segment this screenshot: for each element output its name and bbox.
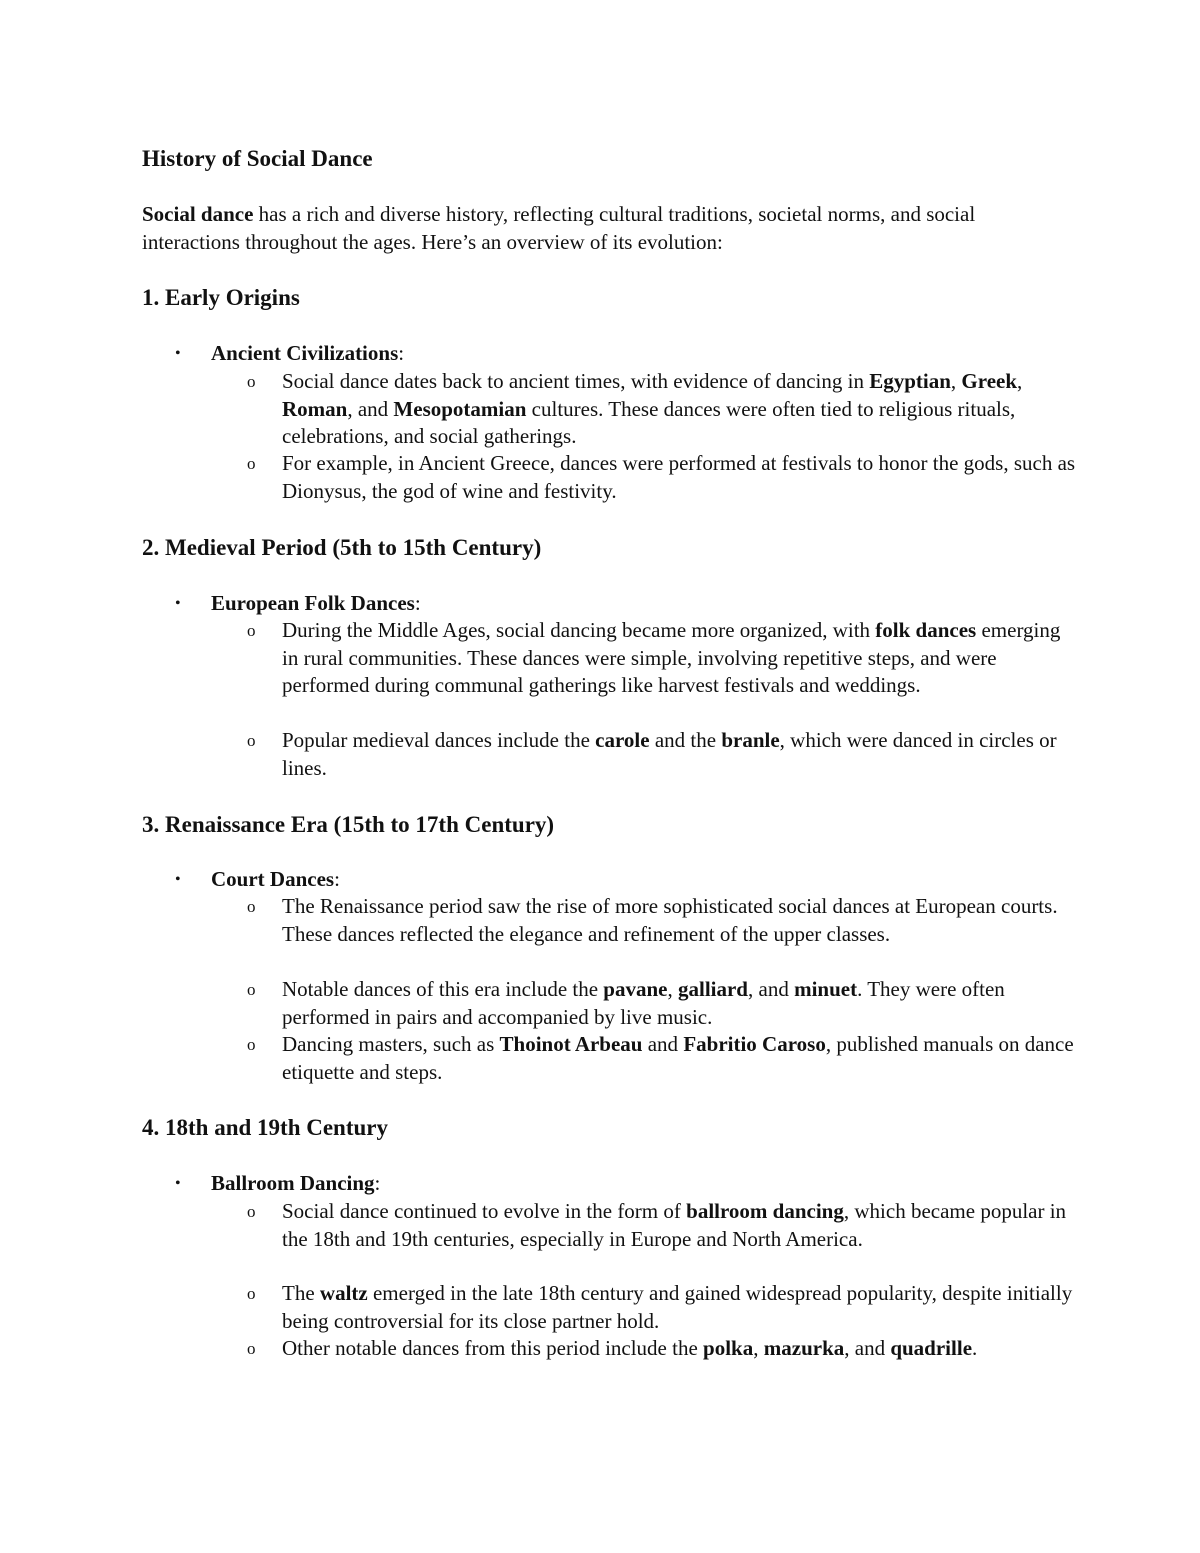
sub-bullet-icon: o	[247, 621, 256, 640]
sub-bullet-icon: o	[247, 897, 256, 916]
emphasis-term: Egyptian	[869, 369, 951, 393]
category-item	[175, 340, 404, 368]
text-run: Social dance dates back to ancient times, with evidence of dancing in	[282, 369, 870, 393]
sub-bullet-icon: o	[247, 372, 256, 391]
category-item	[175, 1170, 380, 1198]
emphasis-term: branle	[721, 728, 780, 752]
emphasis-term: Roman	[282, 396, 348, 421]
text-run: and	[642, 1032, 684, 1056]
sub-item-text	[247, 1198, 1077, 1253]
sub-bullet-icon: o	[247, 1202, 256, 1221]
category-colon: :	[374, 1171, 381, 1195]
text-run: Social dance continued to evolve in the form of	[282, 1199, 687, 1223]
sub-item	[247, 893, 1077, 948]
bullet-icon: •	[175, 345, 181, 362]
sub-item	[247, 1335, 1077, 1363]
sub-item-text	[247, 727, 1077, 782]
sub-item	[247, 617, 1077, 700]
text-run: . They were often performed in pairs and accompanied by live music.	[282, 977, 1005, 1029]
text-run: , which were danced in circles or lines.	[282, 728, 1057, 780]
section-heading-1: 1. Early Origins	[142, 285, 300, 310]
sub-item	[247, 1280, 1077, 1335]
text-run: cultures. These dances were often tied to religious rituals, celebrations, and social gatherings.	[282, 396, 1016, 448]
text-run: emerged in the late 18th century and gained widespread popularity, despite initially being controversial for its close partner hold.	[282, 1281, 1073, 1333]
text-run: ,	[667, 977, 678, 1001]
text-run: , which became popular in the 18th and 19th centuries, especially in Europe and North America.	[282, 1199, 1067, 1251]
text-run: During the Middle Ages, social dancing became more organized, with	[282, 618, 876, 642]
category-colon: :	[414, 591, 421, 615]
sub-item-text	[247, 368, 1077, 451]
sub-item	[247, 727, 1077, 782]
text-run: ,	[753, 1336, 764, 1360]
text-run: The Renaissance period saw the rise of more sophisticated social dances at European courts. These dances reflected the elegance and refinement of the upper classes.	[282, 894, 1058, 946]
text-run: , and	[347, 396, 394, 421]
category-label: Court Dances	[211, 867, 335, 891]
category-label: European Folk Dances	[211, 591, 415, 615]
section-heading-4: 4. 18th and 19th Century	[142, 1115, 389, 1140]
emphasis-term: mazurka	[763, 1336, 845, 1360]
text-run: Other notable dances from this period include the	[282, 1336, 704, 1360]
sub-item	[247, 368, 1077, 451]
intro-paragraph	[142, 201, 1072, 256]
text-run: emerging in rural communities. These dances were simple, involving repetitive steps, and were performed during communal gatherings like harvest festivals and weddings.	[282, 618, 1061, 697]
category-item	[175, 590, 421, 618]
sub-item	[247, 976, 1077, 1031]
text-run: Notable dances of this era include the	[282, 977, 604, 1001]
category-colon: :	[398, 341, 405, 365]
emphasis-term: galliard	[677, 977, 748, 1001]
emphasis-term: Fabritio Caroso	[683, 1032, 826, 1056]
text-run: For example, in Ancient Greece, dances were performed at festivals to honor the gods, such as Dionysus, the god of wine and festivity.	[282, 451, 1076, 503]
sub-item-text	[247, 893, 1077, 948]
sub-bullet-icon: o	[247, 454, 256, 473]
sub-item-text	[247, 617, 1077, 700]
emphasis-term: Thoinot Arbeau	[499, 1032, 643, 1056]
sub-bullet-icon: o	[247, 980, 256, 999]
sub-item-text	[247, 450, 1077, 505]
sub-item	[247, 450, 1077, 505]
emphasis-term: waltz	[319, 1281, 368, 1305]
category-label: Ancient Civilizations	[211, 341, 399, 365]
emphasis-term: minuet	[794, 977, 858, 1001]
text-run: ,	[950, 369, 962, 393]
text-run: , and	[844, 1336, 891, 1360]
bullet-icon: •	[175, 1175, 181, 1192]
sub-item-text	[247, 976, 1077, 1031]
text-run: , published manuals on dance etiquette and steps.	[282, 1032, 1074, 1084]
sub-item-text	[247, 1031, 1077, 1086]
emphasis-term: folk dances	[875, 618, 977, 642]
category-label: Ballroom Dancing	[211, 1171, 375, 1195]
text-run: ,	[1017, 369, 1023, 393]
section-heading-3: 3. Renaissance Era (15th to 17th Century)	[142, 812, 555, 837]
sub-item-text	[247, 1280, 1077, 1335]
section-heading-2: 2. Medieval Period (5th to 15th Century)	[142, 535, 542, 560]
emphasis-term: Greek	[961, 369, 1018, 393]
text-run: , and	[748, 977, 795, 1001]
text-run: Dancing masters, such as	[282, 1032, 500, 1056]
intro-text: has a rich and diverse history, reflecting cultural traditions, societal norms, and social interactions throughout the ages. Here’s an overview of its evolution:	[142, 202, 976, 254]
sub-bullet-icon: o	[247, 1339, 256, 1358]
bullet-icon: •	[175, 595, 181, 612]
sub-bullet-icon: o	[247, 1284, 256, 1303]
emphasis-term: pavane	[603, 977, 668, 1001]
intro-lead: Social dance	[142, 202, 254, 226]
text-run: .	[972, 1336, 978, 1360]
sub-item	[247, 1031, 1077, 1086]
sub-bullet-icon: o	[247, 731, 256, 750]
emphasis-term: carole	[595, 728, 650, 752]
category-item	[175, 866, 340, 894]
bullet-icon: •	[175, 871, 181, 888]
text-run: The	[282, 1281, 320, 1305]
emphasis-term: Mesopotamian	[393, 396, 527, 421]
emphasis-term: polka	[703, 1336, 754, 1360]
sub-item	[247, 1198, 1077, 1253]
text-run: Popular medieval dances include the	[282, 728, 596, 752]
document-title: History of Social Dance	[142, 146, 373, 171]
category-colon: :	[334, 867, 340, 891]
emphasis-term: quadrille	[890, 1336, 973, 1360]
emphasis-term: ballroom dancing	[686, 1199, 844, 1223]
sub-item-text	[247, 1335, 1077, 1363]
text-run: and the	[649, 728, 722, 752]
sub-bullet-icon: o	[247, 1035, 256, 1054]
